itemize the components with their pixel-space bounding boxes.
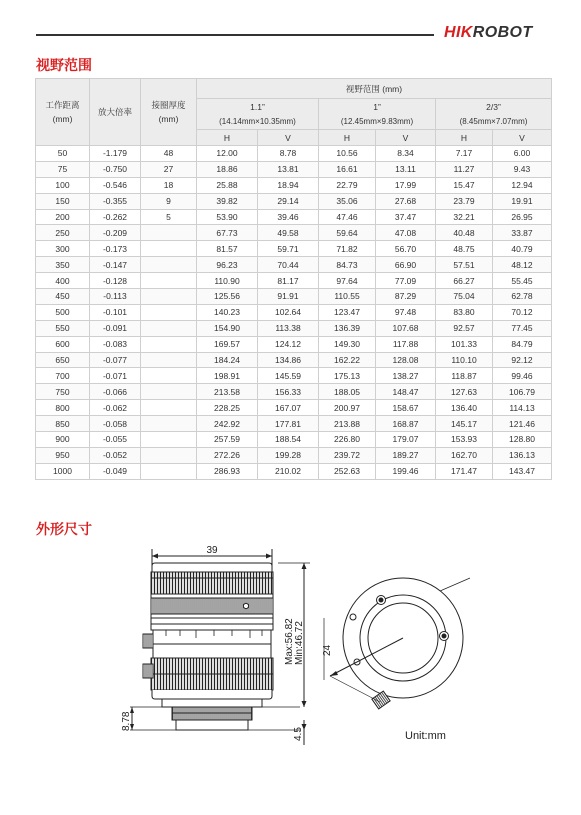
table-cell: 350 xyxy=(36,257,90,273)
table-cell: 145.17 xyxy=(436,416,493,432)
table-cell: 550 xyxy=(36,320,90,336)
table-cell: 48.12 xyxy=(493,257,552,273)
lens-side-view xyxy=(130,549,310,745)
table-cell: 200 xyxy=(36,209,90,225)
table-cell: 6.00 xyxy=(493,146,552,162)
table-cell: 272.26 xyxy=(197,447,258,463)
table-cell: 145.59 xyxy=(258,368,319,384)
header-magnification: 放大倍率 xyxy=(90,79,141,146)
table-cell: 8.34 xyxy=(376,146,436,162)
table-cell: 33.87 xyxy=(493,225,552,241)
header-sensor-1: 1.1” (14.14mm×10.35mm) xyxy=(197,99,319,130)
table-cell: 81.17 xyxy=(258,273,319,289)
table-cell: 156.33 xyxy=(258,384,319,400)
table-cell: -0.091 xyxy=(90,320,141,336)
table-cell: 226.80 xyxy=(319,432,376,448)
table-cell: 148.47 xyxy=(376,384,436,400)
header-fov-group: 视野范围 (mm) xyxy=(197,79,552,99)
table-cell: 47.46 xyxy=(319,209,376,225)
table-cell: 136.40 xyxy=(436,400,493,416)
table-cell: 8.78 xyxy=(258,146,319,162)
table-cell: 168.87 xyxy=(376,416,436,432)
table-cell: 199.46 xyxy=(376,463,436,479)
table-cell: 153.93 xyxy=(436,432,493,448)
table-cell: 59.64 xyxy=(319,225,376,241)
table-cell: 15.47 xyxy=(436,177,493,193)
table-cell: 286.93 xyxy=(197,463,258,479)
table-cell: 138.27 xyxy=(376,368,436,384)
table-cell: 140.23 xyxy=(197,304,258,320)
table-cell: 22.79 xyxy=(319,177,376,193)
front-diameter-label: 24 xyxy=(322,644,333,656)
table-cell: 117.88 xyxy=(376,336,436,352)
table-cell: 257.59 xyxy=(197,432,258,448)
table-cell: 252.63 xyxy=(319,463,376,479)
table-cell: 450 xyxy=(36,289,90,305)
table-cell: 188.54 xyxy=(258,432,319,448)
table-cell: 124.12 xyxy=(258,336,319,352)
table-cell: 18.86 xyxy=(197,161,258,177)
table-cell: 37.47 xyxy=(376,209,436,225)
table-cell: 127.63 xyxy=(436,384,493,400)
table-cell: 198.91 xyxy=(197,368,258,384)
width-dimension-label: 39 xyxy=(206,545,218,556)
header-work-distance: 工作距离(mm) xyxy=(36,79,90,146)
table-cell: 59.71 xyxy=(258,241,319,257)
table-cell: 239.72 xyxy=(319,447,376,463)
table-cell: 118.87 xyxy=(436,368,493,384)
table-cell: 213.58 xyxy=(197,384,258,400)
table-cell: 136.39 xyxy=(319,320,376,336)
table-cell: 900 xyxy=(36,432,90,448)
table-cell: 40.48 xyxy=(436,225,493,241)
table-cell: 40.79 xyxy=(493,241,552,257)
table-cell: 96.23 xyxy=(197,257,258,273)
table-cell: 1000 xyxy=(36,463,90,479)
table-cell: 136.13 xyxy=(493,447,552,463)
table-cell: 18 xyxy=(141,177,197,193)
table-cell: 27 xyxy=(141,161,197,177)
table-cell: -0.062 xyxy=(90,400,141,416)
thread-dimension-label: 8.78 xyxy=(121,711,132,731)
table-cell: -0.066 xyxy=(90,384,141,400)
table-cell: 16.61 xyxy=(319,161,376,177)
table-cell: 49.58 xyxy=(258,225,319,241)
table-cell: 50 xyxy=(36,146,90,162)
header-sensor-2: 1” (12.45mm×9.83mm) xyxy=(319,99,436,130)
table-cell: -0.262 xyxy=(90,209,141,225)
table-cell: 9.43 xyxy=(493,161,552,177)
table-cell: 81.57 xyxy=(197,241,258,257)
table-cell: 150 xyxy=(36,193,90,209)
table-cell: 53.90 xyxy=(197,209,258,225)
unit-label: Unit:mm xyxy=(405,730,446,742)
table-cell: 400 xyxy=(36,273,90,289)
header-h: H xyxy=(436,130,493,146)
table-cell: 143.47 xyxy=(493,463,552,479)
header-ring-thickness: 接圈厚度 (mm) xyxy=(141,79,197,146)
table-cell: 83.80 xyxy=(436,304,493,320)
header-sensor-3: 2/3” (8.45mm×7.07mm) xyxy=(436,99,552,130)
table-cell: 23.79 xyxy=(436,193,493,209)
table-cell: 11.27 xyxy=(436,161,493,177)
table-cell: 300 xyxy=(36,241,90,257)
table-cell: 100 xyxy=(36,177,90,193)
table-cell: 177.81 xyxy=(258,416,319,432)
table-cell: 57.51 xyxy=(436,257,493,273)
table-cell: 97.48 xyxy=(376,304,436,320)
table-cell: 5 xyxy=(141,209,197,225)
table-cell: 158.67 xyxy=(376,400,436,416)
header-v: V xyxy=(258,130,319,146)
table-cell: 62.78 xyxy=(493,289,552,305)
table-cell: 17.99 xyxy=(376,177,436,193)
table-cell: -1.179 xyxy=(90,146,141,162)
table-cell: -0.052 xyxy=(90,447,141,463)
table-cell: 7.17 xyxy=(436,146,493,162)
table-cell: 19.91 xyxy=(493,193,552,209)
table-cell: 26.95 xyxy=(493,209,552,225)
table-cell: 500 xyxy=(36,304,90,320)
table-cell: 171.47 xyxy=(436,463,493,479)
table-cell: 184.24 xyxy=(197,352,258,368)
table-cell: 84.79 xyxy=(493,336,552,352)
fov-section-title: 视野范围 xyxy=(36,58,92,74)
table-cell: 188.05 xyxy=(319,384,376,400)
table-cell: -0.113 xyxy=(90,289,141,305)
table-cell: 128.08 xyxy=(376,352,436,368)
table-cell: -0.173 xyxy=(90,241,141,257)
dimensions-section-title: 外形尺寸 xyxy=(36,522,92,538)
table-cell: 110.55 xyxy=(319,289,376,305)
table-cell: 92.12 xyxy=(493,352,552,368)
table-cell: 149.30 xyxy=(319,336,376,352)
header-v: V xyxy=(493,130,552,146)
table-cell: 213.88 xyxy=(319,416,376,432)
table-cell: 35.06 xyxy=(319,193,376,209)
table-cell: 228.25 xyxy=(197,400,258,416)
table-cell: 123.47 xyxy=(319,304,376,320)
header-h: H xyxy=(319,130,376,146)
table-cell: 12.00 xyxy=(197,146,258,162)
table-cell: 250 xyxy=(36,225,90,241)
table-cell: 55.45 xyxy=(493,273,552,289)
table-cell: 47.08 xyxy=(376,225,436,241)
table-cell: 110.90 xyxy=(197,273,258,289)
table-cell: 77.09 xyxy=(376,273,436,289)
table-cell: 67.73 xyxy=(197,225,258,241)
table-cell: 27.68 xyxy=(376,193,436,209)
table-cell: 97.64 xyxy=(319,273,376,289)
table-cell: -0.750 xyxy=(90,161,141,177)
table-cell: 154.90 xyxy=(197,320,258,336)
table-cell: -0.077 xyxy=(90,352,141,368)
height-min-label: Min:46.72 xyxy=(294,621,305,665)
table-cell: -0.101 xyxy=(90,304,141,320)
table-cell: 162.22 xyxy=(319,352,376,368)
table-cell: 700 xyxy=(36,368,90,384)
table-cell: 39.46 xyxy=(258,209,319,225)
table-cell: -0.083 xyxy=(90,336,141,352)
table-cell: 84.73 xyxy=(319,257,376,273)
table-cell: 179.07 xyxy=(376,432,436,448)
table-cell: -0.055 xyxy=(90,432,141,448)
table-cell: 48 xyxy=(141,146,197,162)
table-cell: 134.86 xyxy=(258,352,319,368)
table-cell: 106.79 xyxy=(493,384,552,400)
table-cell: 175.13 xyxy=(319,368,376,384)
table-cell: 650 xyxy=(36,352,90,368)
header-h: H xyxy=(197,130,258,146)
table-cell: 101.33 xyxy=(436,336,493,352)
table-cell: -0.128 xyxy=(90,273,141,289)
table-cell: 125.56 xyxy=(197,289,258,305)
table-cell: 66.90 xyxy=(376,257,436,273)
table-cell: 32.21 xyxy=(436,209,493,225)
height-max-label: Max:56.82 xyxy=(284,618,295,665)
table-cell: 39.82 xyxy=(197,193,258,209)
table-cell: 75 xyxy=(36,161,90,177)
table-cell: 121.46 xyxy=(493,416,552,432)
table-cell: 56.70 xyxy=(376,241,436,257)
table-cell: 87.29 xyxy=(376,289,436,305)
table-cell: 950 xyxy=(36,447,90,463)
table-cell: 99.46 xyxy=(493,368,552,384)
table-cell: 114.13 xyxy=(493,400,552,416)
header-v: V xyxy=(376,130,436,146)
table-cell: -0.058 xyxy=(90,416,141,432)
table-cell: 113.38 xyxy=(258,320,319,336)
table-cell: 70.44 xyxy=(258,257,319,273)
table-cell: 200.97 xyxy=(319,400,376,416)
table-cell: 199.28 xyxy=(258,447,319,463)
table-cell: 9 xyxy=(141,193,197,209)
table-cell: -0.071 xyxy=(90,368,141,384)
table-cell: 13.11 xyxy=(376,161,436,177)
table-cell: 750 xyxy=(36,384,90,400)
table-cell: 13.81 xyxy=(258,161,319,177)
table-cell: 169.57 xyxy=(197,336,258,352)
table-cell: 600 xyxy=(36,336,90,352)
table-cell: 92.57 xyxy=(436,320,493,336)
table-cell: 77.45 xyxy=(493,320,552,336)
table-cell: 71.82 xyxy=(319,241,376,257)
table-cell: 18.94 xyxy=(258,177,319,193)
table-cell: 800 xyxy=(36,400,90,416)
table-cell: 189.27 xyxy=(376,447,436,463)
table-cell: 29.14 xyxy=(258,193,319,209)
lens-front-view xyxy=(324,578,470,709)
table-cell: 12.94 xyxy=(493,177,552,193)
table-cell: 167.07 xyxy=(258,400,319,416)
table-cell: -0.546 xyxy=(90,177,141,193)
table-cell: -0.209 xyxy=(90,225,141,241)
table-cell: -0.355 xyxy=(90,193,141,209)
table-cell: 210.02 xyxy=(258,463,319,479)
table-cell: 10.56 xyxy=(319,146,376,162)
table-cell: 70.12 xyxy=(493,304,552,320)
table-cell: 850 xyxy=(36,416,90,432)
table-cell: 48.75 xyxy=(436,241,493,257)
table-cell: 102.64 xyxy=(258,304,319,320)
table-cell: 107.68 xyxy=(376,320,436,336)
table-cell: 162.70 xyxy=(436,447,493,463)
hikrobot-logo: HIKROBOT xyxy=(444,24,533,41)
table-cell: 75.04 xyxy=(436,289,493,305)
table-cell: 91.91 xyxy=(258,289,319,305)
table-cell: -0.147 xyxy=(90,257,141,273)
table-cell: 66.27 xyxy=(436,273,493,289)
table-cell: 25.88 xyxy=(197,177,258,193)
table-cell: -0.049 xyxy=(90,463,141,479)
table-cell: 242.92 xyxy=(197,416,258,432)
table-cell: 128.80 xyxy=(493,432,552,448)
flange-dimension-label: 4.5 xyxy=(293,727,304,741)
table-cell: 110.10 xyxy=(436,352,493,368)
